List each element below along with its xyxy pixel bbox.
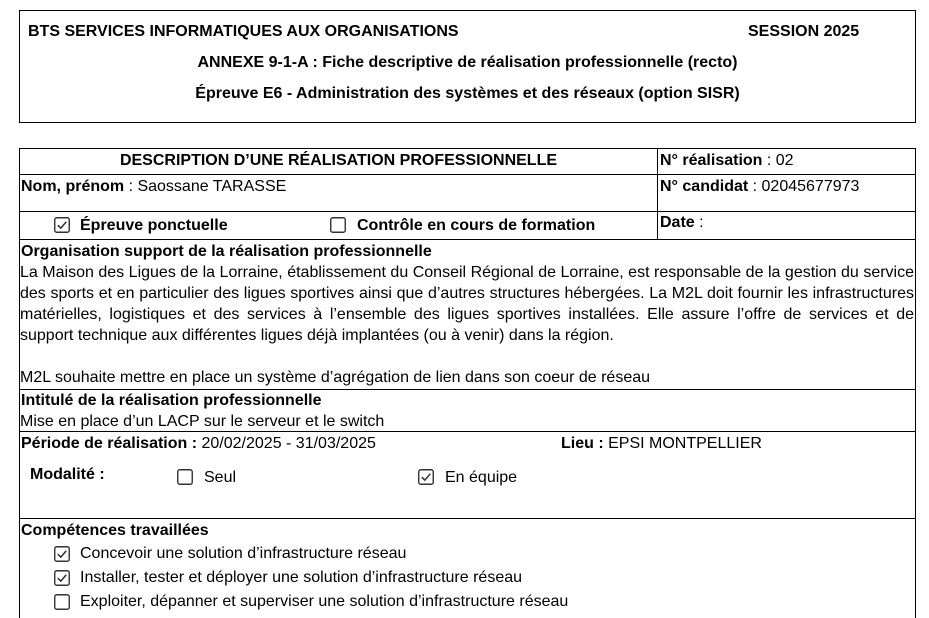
controle-continu-checkbox[interactable] bbox=[330, 217, 346, 233]
divider bbox=[19, 389, 916, 390]
controle-continu-label: Contrôle en cours de formation bbox=[357, 217, 596, 234]
header-session: SESSION 2025 bbox=[748, 23, 860, 40]
lieu-label: Lieu : bbox=[561, 435, 604, 452]
realisation-value: : 02 bbox=[762, 152, 794, 169]
competences-heading: Compétences travaillées bbox=[21, 522, 209, 539]
seul-label: Seul bbox=[204, 469, 237, 486]
date-label: Date bbox=[660, 214, 695, 231]
header-title: BTS SERVICES INFORMATIQUES AUX ORGANISATIONS bbox=[28, 23, 459, 40]
competence-label: Installer, tester et déployer une solution d’infrastructure réseau bbox=[80, 569, 523, 586]
lieu bbox=[561, 435, 762, 453]
epreuve-ponctuelle-label: Épreuve ponctuelle bbox=[80, 217, 228, 234]
name-label: Nom, prénom bbox=[21, 178, 125, 195]
competence-checkbox[interactable] bbox=[54, 594, 70, 610]
date-field bbox=[660, 214, 704, 232]
intitule-text: Mise en place d’un LACP sur le serveur et le switch bbox=[20, 413, 385, 430]
equipe-label: En équipe bbox=[445, 469, 518, 486]
header-epreuve: Épreuve E6 - Administration des systèmes et des réseaux (option SISR) bbox=[195, 85, 740, 102]
organisation-text: La Maison des Ligues de la Lorraine, établissement du Conseil Régional de Lorraine, est responsable de la gestion du service des sports et en particulier des ligues sportives ainsi que d’autres structures hébergées. La M2L doit fournir les infrastructures matérielles, logistiques et des services à l’ensemble des ligues sportives installées. Elle assure l’offre de services et de support technique aux différentes ligues déjà implantées (ou à venir) dans la région. bbox=[20, 264, 914, 344]
lieu-value: EPSI MONTPELLIER bbox=[603, 435, 762, 452]
form-title: DESCRIPTION D’UNE RÉALISATION PROFESSIONNELLE bbox=[119, 152, 558, 169]
realisation-number bbox=[660, 152, 794, 170]
divider bbox=[19, 431, 916, 432]
competence-label: Concevoir une solution d’infrastructure réseau bbox=[80, 545, 407, 562]
periode-value: 20/02/2025 - 31/03/2025 bbox=[197, 435, 376, 452]
epreuve-ponctuelle-checkbox[interactable] bbox=[54, 217, 70, 233]
periode-label: Période de réalisation : bbox=[21, 435, 198, 452]
candidate-number bbox=[660, 178, 859, 196]
divider bbox=[19, 174, 916, 175]
divider bbox=[19, 239, 916, 240]
candidat-value: : 02045677973 bbox=[748, 178, 860, 195]
column-divider bbox=[657, 148, 658, 240]
organisation-text-2: M2L souhaite mettre en place un système d’agrégation de lien dans son coeur de réseau bbox=[20, 369, 651, 386]
competence-checkbox[interactable] bbox=[54, 546, 70, 562]
header-annexe: ANNEXE 9-1-A : Fiche descriptive de réalisation professionnelle (recto) bbox=[197, 54, 738, 71]
date-value: : bbox=[694, 214, 704, 231]
periode bbox=[21, 435, 376, 453]
seul-checkbox[interactable] bbox=[177, 469, 193, 485]
divider bbox=[19, 518, 916, 519]
realisation-label: N° réalisation bbox=[660, 152, 763, 169]
intitule-heading: Intitulé de la réalisation professionnelle bbox=[21, 392, 322, 409]
equipe-checkbox[interactable] bbox=[418, 469, 434, 485]
modalite-label: Modalité : bbox=[30, 466, 105, 483]
divider bbox=[19, 211, 916, 212]
competence-label: Exploiter, dépanner et superviser une solution d’infrastructure réseau bbox=[80, 593, 569, 610]
candidate-name bbox=[21, 178, 286, 196]
organisation-heading: Organisation support de la réalisation professionnelle bbox=[21, 243, 432, 260]
name-value: : Saossane TARASSE bbox=[124, 178, 287, 195]
competence-checkbox[interactable] bbox=[54, 570, 70, 586]
candidat-label: N° candidat bbox=[660, 178, 749, 195]
